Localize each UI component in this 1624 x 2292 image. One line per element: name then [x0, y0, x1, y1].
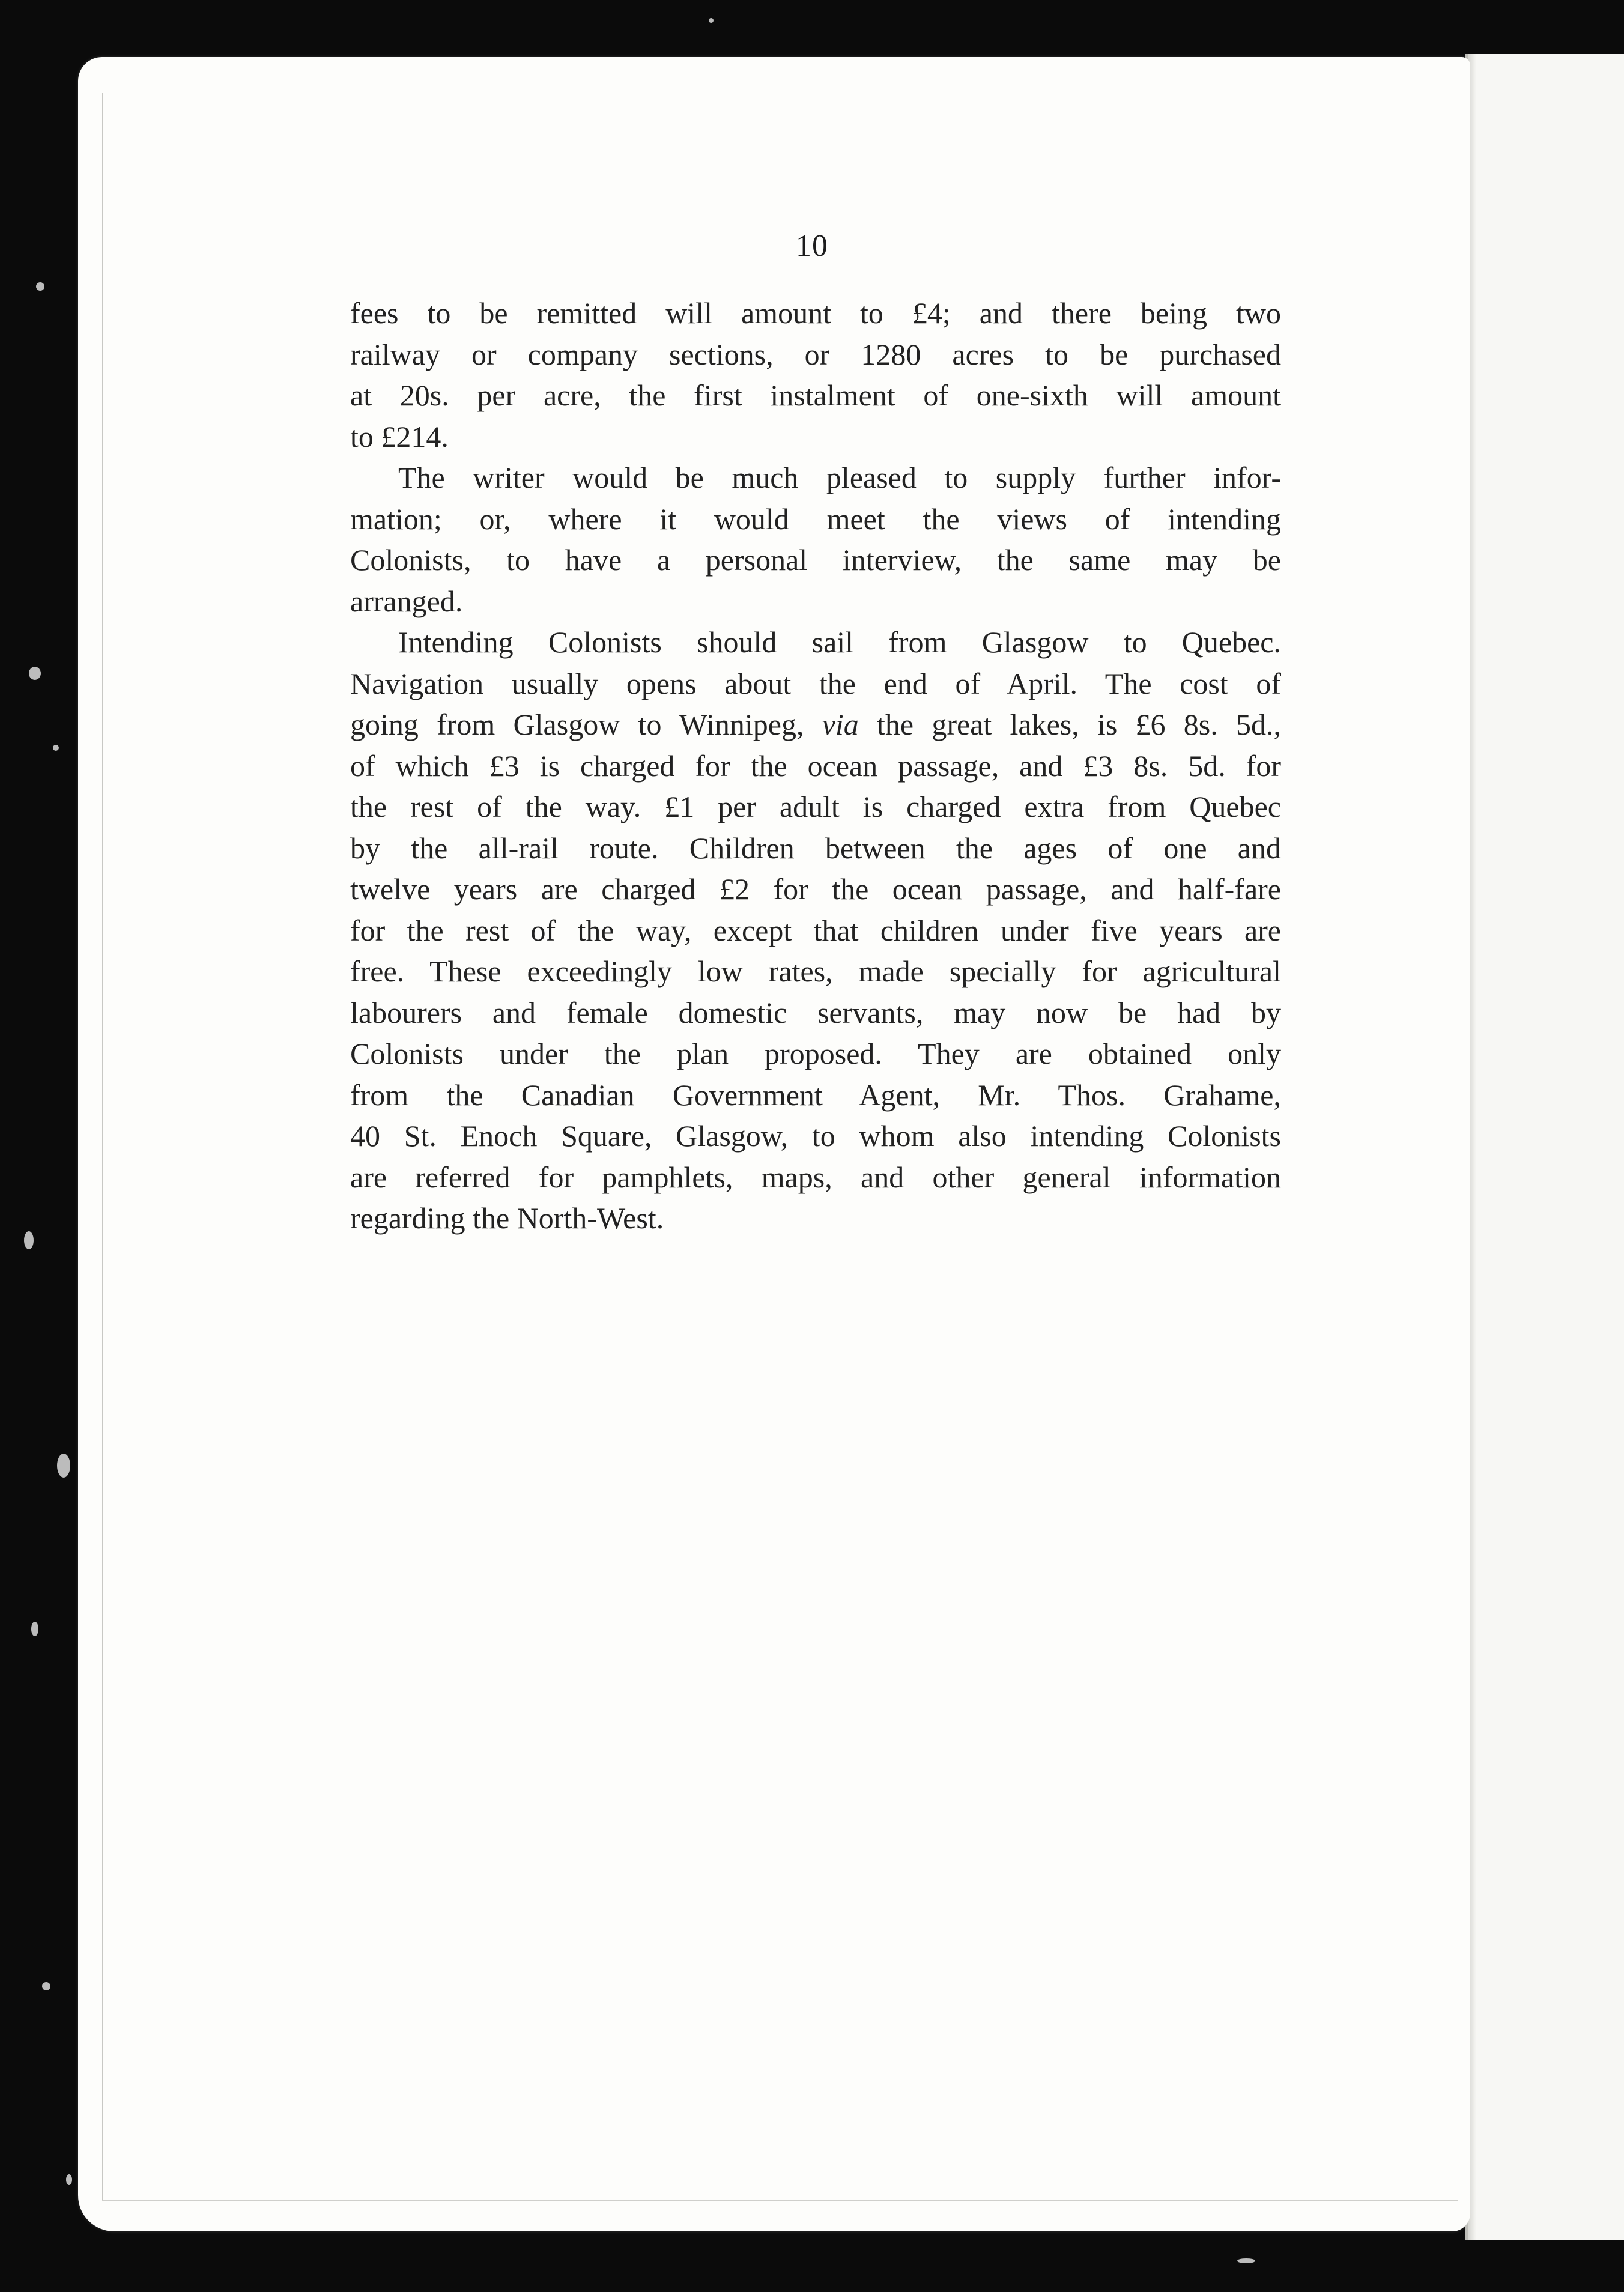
- text-line: of which £3 is charged for the ocean passage, and £3 8s. 5d. for: [350, 748, 1281, 783]
- text-line: Colonists, to have a personal interview, the same may be: [350, 543, 1281, 577]
- text-line: at 20s. per acre, the first instalment of one-sixth will amount: [350, 378, 1281, 412]
- text-line: The writer would be much pleased to supply further infor-: [398, 461, 1281, 494]
- text-line: free. These exceedingly low rates, made specially for agricultural: [350, 954, 1281, 988]
- text-line: to £214.: [350, 419, 449, 453]
- sheet-bottom-edge: [102, 2200, 1458, 2201]
- text-line: the rest of the way. £1 per adult is charged extra from Quebec: [350, 790, 1281, 823]
- text-line: mation; or, where it would meet the views of intending: [350, 502, 1281, 536]
- text-line: Intending Colonists should sail from Glasgow to Quebec.: [398, 625, 1281, 659]
- text-line: Colonists under the plan proposed. They are obtained only: [350, 1037, 1281, 1070]
- text-line: by the all-rail route. Children between the ages of one and: [350, 831, 1281, 865]
- text-line: Navigation usually opens about the end of April. The cost of: [350, 666, 1281, 700]
- page-number: 10: [796, 229, 828, 263]
- sheet-left-edge: [102, 93, 103, 2201]
- text-line: regarding the North-West.: [350, 1201, 664, 1235]
- text-line: railway or company sections, or 1280 acres to be purchased: [350, 337, 1281, 371]
- text-line: going from Glasgow to Winnipeg, via the great lakes, is £6 8s. 5d.,: [350, 708, 1281, 741]
- adjacent-page-edge: [1465, 54, 1624, 2240]
- text-line: arranged.: [350, 584, 463, 618]
- text-line: twelve years are charged £2 for the ocean passage, and half-fare: [350, 872, 1281, 906]
- text-line: for the rest of the way, except that children under five years are: [350, 913, 1281, 947]
- text-line: fees to be remitted will amount to £4; and there being two: [350, 296, 1281, 330]
- text-line: 40 St. Enoch Square, Glasgow, to whom also intending Colonists: [350, 1119, 1281, 1153]
- text-line: labourers and female domestic servants, may now be had by: [350, 995, 1281, 1029]
- text-line: from the Canadian Government Agent, Mr. Thos. Grahame,: [350, 1078, 1281, 1112]
- text-line: are referred for pamphlets, maps, and other general information: [350, 1160, 1281, 1194]
- body-text: [350, 293, 1281, 1239]
